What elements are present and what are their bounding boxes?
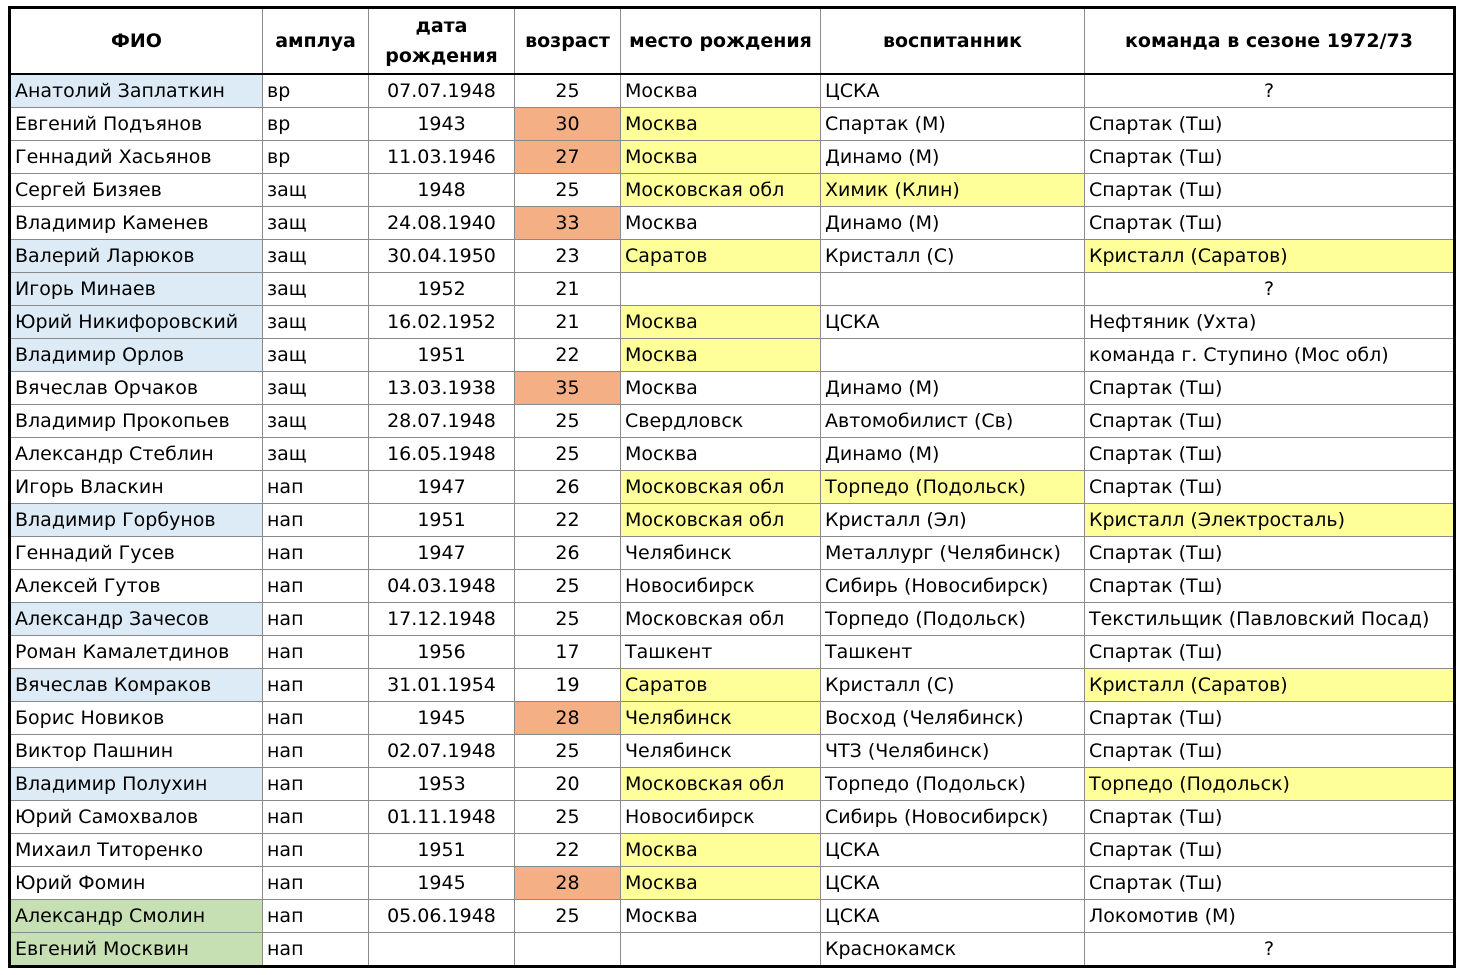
cell-team[interactable]: Спартак (Тш) [1085, 702, 1455, 735]
cell-pupil-of[interactable]: Сибирь (Новосибирск) [821, 570, 1085, 603]
cell-pupil-of[interactable]: Торпедо (Подольск) [821, 768, 1085, 801]
header-fio: ФИО [10, 8, 263, 75]
cell-pupil-of[interactable]: ЧТЗ (Челябинск) [821, 735, 1085, 768]
cell-pupil-of[interactable]: Краснокамск [821, 933, 1085, 967]
cell-role[interactable]: нап [263, 933, 369, 967]
cell-role[interactable]: защ [263, 339, 369, 372]
cell-role[interactable]: вр [263, 108, 369, 141]
cell-team[interactable]: Спартак (Тш) [1085, 108, 1455, 141]
cell-fio[interactable]: Владимир Горбунов [10, 504, 263, 537]
cell-role[interactable]: вр [263, 141, 369, 174]
table-row [10, 933, 1455, 967]
cell-birthdate[interactable]: 1952 [369, 273, 515, 306]
cell-age[interactable]: 17 [515, 636, 621, 669]
cell-team[interactable]: Спартак (Тш) [1085, 207, 1455, 240]
table-row [10, 702, 1455, 735]
cell-fio[interactable]: Игорь Минаев [10, 273, 263, 306]
cell-team[interactable]: Спартак (Тш) [1085, 570, 1455, 603]
cell-birthdate[interactable]: 05.06.1948 [369, 900, 515, 933]
cell-fio[interactable]: Геннадий Хасьянов [10, 141, 263, 174]
table-row [10, 339, 1455, 372]
cell-birthplace[interactable]: Москва [621, 339, 821, 372]
cell-role[interactable]: нап [263, 636, 369, 669]
table-row [10, 768, 1455, 801]
cell-role[interactable]: защ [263, 207, 369, 240]
table-row [10, 900, 1455, 933]
cell-birthdate[interactable]: 1943 [369, 108, 515, 141]
cell-birthdate[interactable]: 1951 [369, 504, 515, 537]
cell-birthdate[interactable]: 1951 [369, 339, 515, 372]
cell-team[interactable]: ? [1085, 273, 1455, 306]
cell-age[interactable] [515, 933, 621, 967]
cell-birthdate[interactable]: 31.01.1954 [369, 669, 515, 702]
table-row [10, 471, 1455, 504]
cell-pupil-of[interactable]: ЦСКА [821, 900, 1085, 933]
cell-fio[interactable]: Алексей Гутов [10, 570, 263, 603]
cell-fio[interactable]: Геннадий Гусев [10, 537, 263, 570]
cell-pupil-of[interactable]: Динамо (М) [821, 372, 1085, 405]
cell-birthplace[interactable] [621, 933, 821, 967]
cell-fio[interactable]: Владимир Орлов [10, 339, 263, 372]
cell-pupil-of[interactable] [821, 273, 1085, 306]
cell-fio[interactable]: Евгений Подъянов [10, 108, 263, 141]
table-row [10, 372, 1455, 405]
cell-team[interactable]: Спартак (Тш) [1085, 834, 1455, 867]
header-role: амплуа [263, 8, 369, 75]
cell-team[interactable]: команда г. Ступино (Мос обл) [1085, 339, 1455, 372]
cell-pupil-of[interactable] [821, 339, 1085, 372]
cell-fio[interactable]: Александр Смолин [10, 900, 263, 933]
cell-fio[interactable]: Вячеслав Орчаков [10, 372, 263, 405]
cell-team[interactable]: Спартак (Тш) [1085, 801, 1455, 834]
cell-birthplace[interactable]: Свердловск [621, 405, 821, 438]
cell-team[interactable]: Локомотив (М) [1085, 900, 1455, 933]
cell-fio[interactable]: Анатолий Заплаткин [10, 74, 263, 108]
cell-team[interactable]: Кристалл (Саратов) [1085, 240, 1455, 273]
cell-birthplace[interactable]: Саратов [621, 669, 821, 702]
cell-birthplace[interactable]: Челябинск [621, 735, 821, 768]
cell-birthplace[interactable]: Москва [621, 438, 821, 471]
cell-age[interactable]: 25 [515, 405, 621, 438]
cell-role[interactable]: защ [263, 174, 369, 207]
cell-age[interactable]: 33 [515, 207, 621, 240]
cell-fio[interactable]: Валерий Ларюков [10, 240, 263, 273]
cell-age[interactable]: 22 [515, 504, 621, 537]
cell-birthplace[interactable]: Москва [621, 141, 821, 174]
cell-role[interactable]: защ [263, 306, 369, 339]
cell-birthdate[interactable]: 07.07.1948 [369, 74, 515, 108]
table-row [10, 306, 1455, 339]
cell-birthdate[interactable]: 24.08.1940 [369, 207, 515, 240]
cell-fio[interactable]: Виктор Пашнин [10, 735, 263, 768]
cell-age[interactable]: 25 [515, 801, 621, 834]
cell-pupil-of[interactable]: Кристалл (С) [821, 669, 1085, 702]
cell-age[interactable]: 25 [515, 74, 621, 108]
cell-age[interactable]: 30 [515, 108, 621, 141]
cell-age[interactable]: 25 [515, 603, 621, 636]
table-header [10, 8, 1455, 75]
cell-role[interactable]: нап [263, 471, 369, 504]
cell-birthdate[interactable]: 1948 [369, 174, 515, 207]
cell-pupil-of[interactable]: Кристалл (Эл) [821, 504, 1085, 537]
cell-pupil-of[interactable]: ЦСКА [821, 834, 1085, 867]
cell-age[interactable]: 26 [515, 471, 621, 504]
cell-birthdate[interactable]: 02.07.1948 [369, 735, 515, 768]
table-row [10, 801, 1455, 834]
cell-birthdate[interactable]: 04.03.1948 [369, 570, 515, 603]
table-row [10, 141, 1455, 174]
cell-fio[interactable]: Сергей Бизяев [10, 174, 263, 207]
cell-age[interactable]: 21 [515, 273, 621, 306]
cell-role[interactable]: нап [263, 537, 369, 570]
cell-age[interactable]: 21 [515, 306, 621, 339]
cell-age[interactable]: 27 [515, 141, 621, 174]
cell-role[interactable]: защ [263, 240, 369, 273]
table-row [10, 603, 1455, 636]
cell-age[interactable]: 35 [515, 372, 621, 405]
cell-team[interactable]: Спартак (Тш) [1085, 438, 1455, 471]
cell-team[interactable]: Спартак (Тш) [1085, 471, 1455, 504]
cell-birthplace[interactable]: Новосибирск [621, 801, 821, 834]
cell-birthdate[interactable]: 1945 [369, 867, 515, 900]
cell-age[interactable]: 25 [515, 438, 621, 471]
table-row [10, 207, 1455, 240]
cell-team[interactable]: Спартак (Тш) [1085, 405, 1455, 438]
cell-team[interactable]: Спартак (Тш) [1085, 372, 1455, 405]
cell-birthdate[interactable]: 1945 [369, 702, 515, 735]
cell-team[interactable]: Спартак (Тш) [1085, 735, 1455, 768]
cell-pupil-of[interactable]: ЦСКА [821, 867, 1085, 900]
header-pupil-of: воспитанник [821, 8, 1085, 75]
cell-pupil-of[interactable]: Ташкент [821, 636, 1085, 669]
table-row [10, 867, 1455, 900]
table-row [10, 438, 1455, 471]
cell-role[interactable]: нап [263, 735, 369, 768]
cell-team[interactable]: Спартак (Тш) [1085, 867, 1455, 900]
cell-birthplace[interactable]: Москва [621, 372, 821, 405]
cell-birthplace[interactable]: Москва [621, 306, 821, 339]
cell-pupil-of[interactable]: Динамо (М) [821, 438, 1085, 471]
cell-birthdate[interactable]: 30.04.1950 [369, 240, 515, 273]
cell-role[interactable]: нап [263, 570, 369, 603]
cell-team[interactable]: Нефтяник (Ухта) [1085, 306, 1455, 339]
cell-birthplace[interactable]: Москва [621, 207, 821, 240]
cell-team[interactable]: Кристалл (Электросталь) [1085, 504, 1455, 537]
cell-role[interactable]: нап [263, 603, 369, 636]
cell-birthplace[interactable]: Москва [621, 834, 821, 867]
cell-birthplace[interactable]: Московская обл [621, 471, 821, 504]
cell-team[interactable]: Спартак (Тш) [1085, 141, 1455, 174]
cell-fio[interactable]: Михаил Титоренко [10, 834, 263, 867]
cell-role[interactable]: нап [263, 867, 369, 900]
table-body [10, 74, 1455, 967]
cell-birthplace[interactable] [621, 273, 821, 306]
cell-pupil-of[interactable]: Восход (Челябинск) [821, 702, 1085, 735]
cell-birthdate[interactable]: 1956 [369, 636, 515, 669]
cell-fio[interactable]: Вячеслав Комраков [10, 669, 263, 702]
cell-role[interactable]: нап [263, 801, 369, 834]
cell-role[interactable]: нап [263, 768, 369, 801]
cell-team[interactable]: Торпедо (Подольск) [1085, 768, 1455, 801]
cell-birthdate[interactable]: 1947 [369, 537, 515, 570]
cell-fio[interactable]: Александр Стеблин [10, 438, 263, 471]
cell-birthplace[interactable]: Московская обл [621, 174, 821, 207]
cell-pupil-of[interactable]: Спартак (М) [821, 108, 1085, 141]
header-row [10, 8, 1455, 75]
cell-pupil-of[interactable]: Металлург (Челябинск) [821, 537, 1085, 570]
table-row [10, 273, 1455, 306]
cell-age[interactable]: 22 [515, 834, 621, 867]
cell-age[interactable]: 25 [515, 735, 621, 768]
table-row [10, 735, 1455, 768]
cell-fio[interactable]: Юрий Самохвалов [10, 801, 263, 834]
cell-birthdate[interactable]: 1953 [369, 768, 515, 801]
table-row [10, 174, 1455, 207]
cell-age[interactable]: 28 [515, 702, 621, 735]
header-birthplace: место рождения [621, 8, 821, 75]
cell-birthdate[interactable]: 28.07.1948 [369, 405, 515, 438]
cell-fio[interactable]: Игорь Власкин [10, 471, 263, 504]
cell-fio[interactable]: Владимир Каменев [10, 207, 263, 240]
cell-age[interactable]: 20 [515, 768, 621, 801]
cell-fio[interactable]: Владимир Полухин [10, 768, 263, 801]
cell-birthplace[interactable]: Москва [621, 867, 821, 900]
cell-age[interactable]: 22 [515, 339, 621, 372]
cell-role[interactable]: нап [263, 504, 369, 537]
cell-role[interactable]: нап [263, 834, 369, 867]
table-row [10, 108, 1455, 141]
cell-role[interactable]: защ [263, 438, 369, 471]
cell-fio[interactable]: Борис Новиков [10, 702, 263, 735]
cell-fio[interactable]: Владимир Прокопьев [10, 405, 263, 438]
cell-birthplace[interactable]: Московская обл [621, 504, 821, 537]
cell-pupil-of[interactable]: Химик (Клин) [821, 174, 1085, 207]
header-team-1972-73: команда в сезоне 1972/73 [1085, 8, 1455, 75]
table-row [10, 636, 1455, 669]
cell-birthdate[interactable]: 16.05.1948 [369, 438, 515, 471]
table-row [10, 504, 1455, 537]
cell-role[interactable]: вр [263, 74, 369, 108]
cell-team[interactable]: ? [1085, 933, 1455, 967]
cell-birthdate[interactable]: 17.12.1948 [369, 603, 515, 636]
cell-pupil-of[interactable]: Торпедо (Подольск) [821, 471, 1085, 504]
cell-birthplace[interactable]: Московская обл [621, 603, 821, 636]
cell-age[interactable]: 25 [515, 174, 621, 207]
cell-role[interactable]: нап [263, 702, 369, 735]
cell-team[interactable]: Текстильщик (Павловский Посад) [1085, 603, 1455, 636]
cell-birthdate[interactable] [369, 933, 515, 967]
cell-team[interactable]: ? [1085, 74, 1455, 108]
cell-birthplace[interactable]: Московская обл [621, 768, 821, 801]
cell-birthplace[interactable]: Москва [621, 900, 821, 933]
cell-pupil-of[interactable]: Динамо (М) [821, 207, 1085, 240]
cell-birthplace[interactable]: Москва [621, 74, 821, 108]
cell-fio[interactable]: Юрий Фомин [10, 867, 263, 900]
cell-pupil-of[interactable]: Автомобилист (Св) [821, 405, 1085, 438]
cell-birthdate[interactable]: 01.11.1948 [369, 801, 515, 834]
table-row [10, 669, 1455, 702]
cell-fio[interactable]: Юрий Никифоровский [10, 306, 263, 339]
cell-role[interactable]: нап [263, 669, 369, 702]
header-age: возраст [515, 8, 621, 75]
table-row [10, 240, 1455, 273]
cell-birthdate[interactable]: 13.03.1938 [369, 372, 515, 405]
cell-team[interactable]: Спартак (Тш) [1085, 537, 1455, 570]
cell-birthplace[interactable]: Ташкент [621, 636, 821, 669]
cell-team[interactable]: Кристалл (Саратов) [1085, 669, 1455, 702]
cell-birthdate[interactable]: 11.03.1946 [369, 141, 515, 174]
cell-pupil-of[interactable]: Торпедо (Подольск) [821, 603, 1085, 636]
players-table [8, 6, 1456, 968]
cell-age[interactable]: 25 [515, 570, 621, 603]
cell-birthplace[interactable]: Новосибирск [621, 570, 821, 603]
table-row [10, 537, 1455, 570]
cell-fio[interactable]: Александр Зачесов [10, 603, 263, 636]
cell-role[interactable]: защ [263, 372, 369, 405]
cell-age[interactable]: 19 [515, 669, 621, 702]
table-row [10, 405, 1455, 438]
cell-birthdate[interactable]: 16.02.1952 [369, 306, 515, 339]
header-birthdate: дата рождения [369, 8, 515, 75]
cell-birthplace[interactable]: Челябинск [621, 702, 821, 735]
cell-birthdate[interactable]: 1951 [369, 834, 515, 867]
cell-role[interactable]: защ [263, 273, 369, 306]
cell-age[interactable]: 26 [515, 537, 621, 570]
cell-birthdate[interactable]: 1947 [369, 471, 515, 504]
table-row [10, 570, 1455, 603]
table-row [10, 74, 1455, 108]
cell-team[interactable]: Спартак (Тш) [1085, 174, 1455, 207]
cell-pupil-of[interactable]: ЦСКА [821, 306, 1085, 339]
cell-pupil-of[interactable]: ЦСКА [821, 74, 1085, 108]
cell-pupil-of[interactable]: Динамо (М) [821, 141, 1085, 174]
cell-birthplace[interactable]: Челябинск [621, 537, 821, 570]
cell-age[interactable]: 25 [515, 900, 621, 933]
cell-team[interactable]: Спартак (Тш) [1085, 636, 1455, 669]
cell-birthplace[interactable]: Москва [621, 108, 821, 141]
cell-role[interactable]: нап [263, 900, 369, 933]
cell-age[interactable]: 28 [515, 867, 621, 900]
cell-pupil-of[interactable]: Сибирь (Новосибирск) [821, 801, 1085, 834]
cell-age[interactable]: 23 [515, 240, 621, 273]
table-row [10, 834, 1455, 867]
cell-role[interactable]: защ [263, 405, 369, 438]
cell-fio[interactable]: Евгений Москвин [10, 933, 263, 967]
cell-pupil-of[interactable]: Кристалл (С) [821, 240, 1085, 273]
cell-fio[interactable]: Роман Камалетдинов [10, 636, 263, 669]
cell-birthplace[interactable]: Саратов [621, 240, 821, 273]
